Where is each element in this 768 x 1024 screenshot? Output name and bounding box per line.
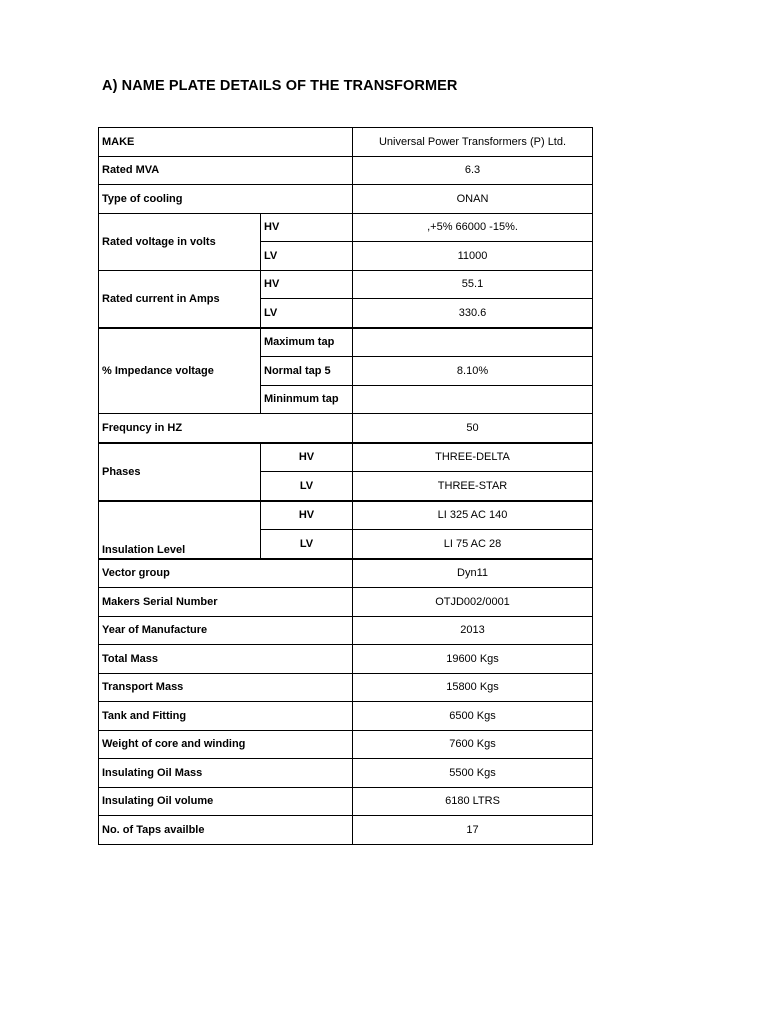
- table-row: [99, 328, 593, 357]
- sub-label: HV: [261, 501, 353, 530]
- table-row: [99, 185, 593, 214]
- row-value: THREE-DELTA: [353, 443, 593, 472]
- row-value: 2013: [353, 616, 593, 645]
- sub-label: Maximum tap: [261, 328, 353, 357]
- table-row: [99, 787, 593, 816]
- row-label: Type of cooling: [99, 185, 353, 214]
- sub-label: LV: [261, 472, 353, 501]
- sub-label: LV: [261, 299, 353, 328]
- page-title: A) NAME PLATE DETAILS OF THE TRANSFORMER: [102, 78, 458, 94]
- sub-label: HV: [261, 213, 353, 242]
- table-row: [99, 559, 593, 588]
- row-value: THREE-STAR: [353, 472, 593, 501]
- table-row: [99, 128, 593, 157]
- row-label: Total Mass: [99, 645, 353, 674]
- table-row: [99, 270, 593, 299]
- table-row: [99, 616, 593, 645]
- sub-label: Mininmum tap: [261, 385, 353, 414]
- table-row: [99, 443, 593, 472]
- sub-label: Normal tap 5: [261, 357, 353, 386]
- row-value: [353, 385, 593, 414]
- row-value: ONAN: [353, 185, 593, 214]
- row-value: 19600 Kgs: [353, 645, 593, 674]
- table-row: [99, 702, 593, 731]
- table-row: [99, 156, 593, 185]
- row-label: Insulating Oil Mass: [99, 759, 353, 788]
- sub-label: HV: [261, 443, 353, 472]
- row-label: Phases: [99, 443, 261, 501]
- sub-label: HV: [261, 270, 353, 299]
- row-label: Transport Mass: [99, 673, 353, 702]
- table-row: [99, 759, 593, 788]
- sub-label: LV: [261, 530, 353, 559]
- row-value: LI 325 AC 140: [353, 501, 593, 530]
- row-label: Frequncy in HZ: [99, 414, 353, 443]
- table-row: [99, 588, 593, 617]
- row-label: Rated voltage in volts: [99, 213, 261, 270]
- row-value: 17: [353, 816, 593, 845]
- row-label: Insulating Oil volume: [99, 787, 353, 816]
- row-label: Insulation Level: [99, 501, 261, 559]
- table-row: [99, 414, 593, 443]
- table-row: [99, 673, 593, 702]
- row-label: No. of Taps availble: [99, 816, 353, 845]
- row-label: Tank and Fitting: [99, 702, 353, 731]
- table-row: [99, 501, 593, 530]
- name-plate-table: [98, 127, 593, 845]
- row-value: [353, 328, 593, 357]
- row-value: OTJD002/0001: [353, 588, 593, 617]
- row-label: Weight of core and winding: [99, 730, 353, 759]
- row-value: 11000: [353, 242, 593, 271]
- row-value: 5500 Kgs: [353, 759, 593, 788]
- table-row: [99, 645, 593, 674]
- row-value: ,+5% 66000 -15%.: [353, 213, 593, 242]
- row-value: 7600 Kgs: [353, 730, 593, 759]
- table-row: [99, 816, 593, 845]
- row-value: 6500 Kgs: [353, 702, 593, 731]
- table-row: [99, 213, 593, 242]
- row-label: Year of Manufacture: [99, 616, 353, 645]
- row-value: 55.1: [353, 270, 593, 299]
- row-value: Universal Power Transformers (P) Ltd.: [353, 128, 593, 157]
- row-value: 330.6: [353, 299, 593, 328]
- row-value: 6.3: [353, 156, 593, 185]
- row-value: LI 75 AC 28: [353, 530, 593, 559]
- table-row: [99, 730, 593, 759]
- row-label: Rated current in Amps: [99, 270, 261, 328]
- row-label: MAKE: [99, 128, 353, 157]
- row-label: Vector group: [99, 559, 353, 588]
- row-value: 8.10%: [353, 357, 593, 386]
- row-label: % Impedance voltage: [99, 328, 261, 414]
- row-value: 50: [353, 414, 593, 443]
- row-value: 15800 Kgs: [353, 673, 593, 702]
- row-label: Rated MVA: [99, 156, 353, 185]
- row-value: 6180 LTRS: [353, 787, 593, 816]
- row-label: Makers Serial Number: [99, 588, 353, 617]
- sub-label: LV: [261, 242, 353, 271]
- row-value: Dyn11: [353, 559, 593, 588]
